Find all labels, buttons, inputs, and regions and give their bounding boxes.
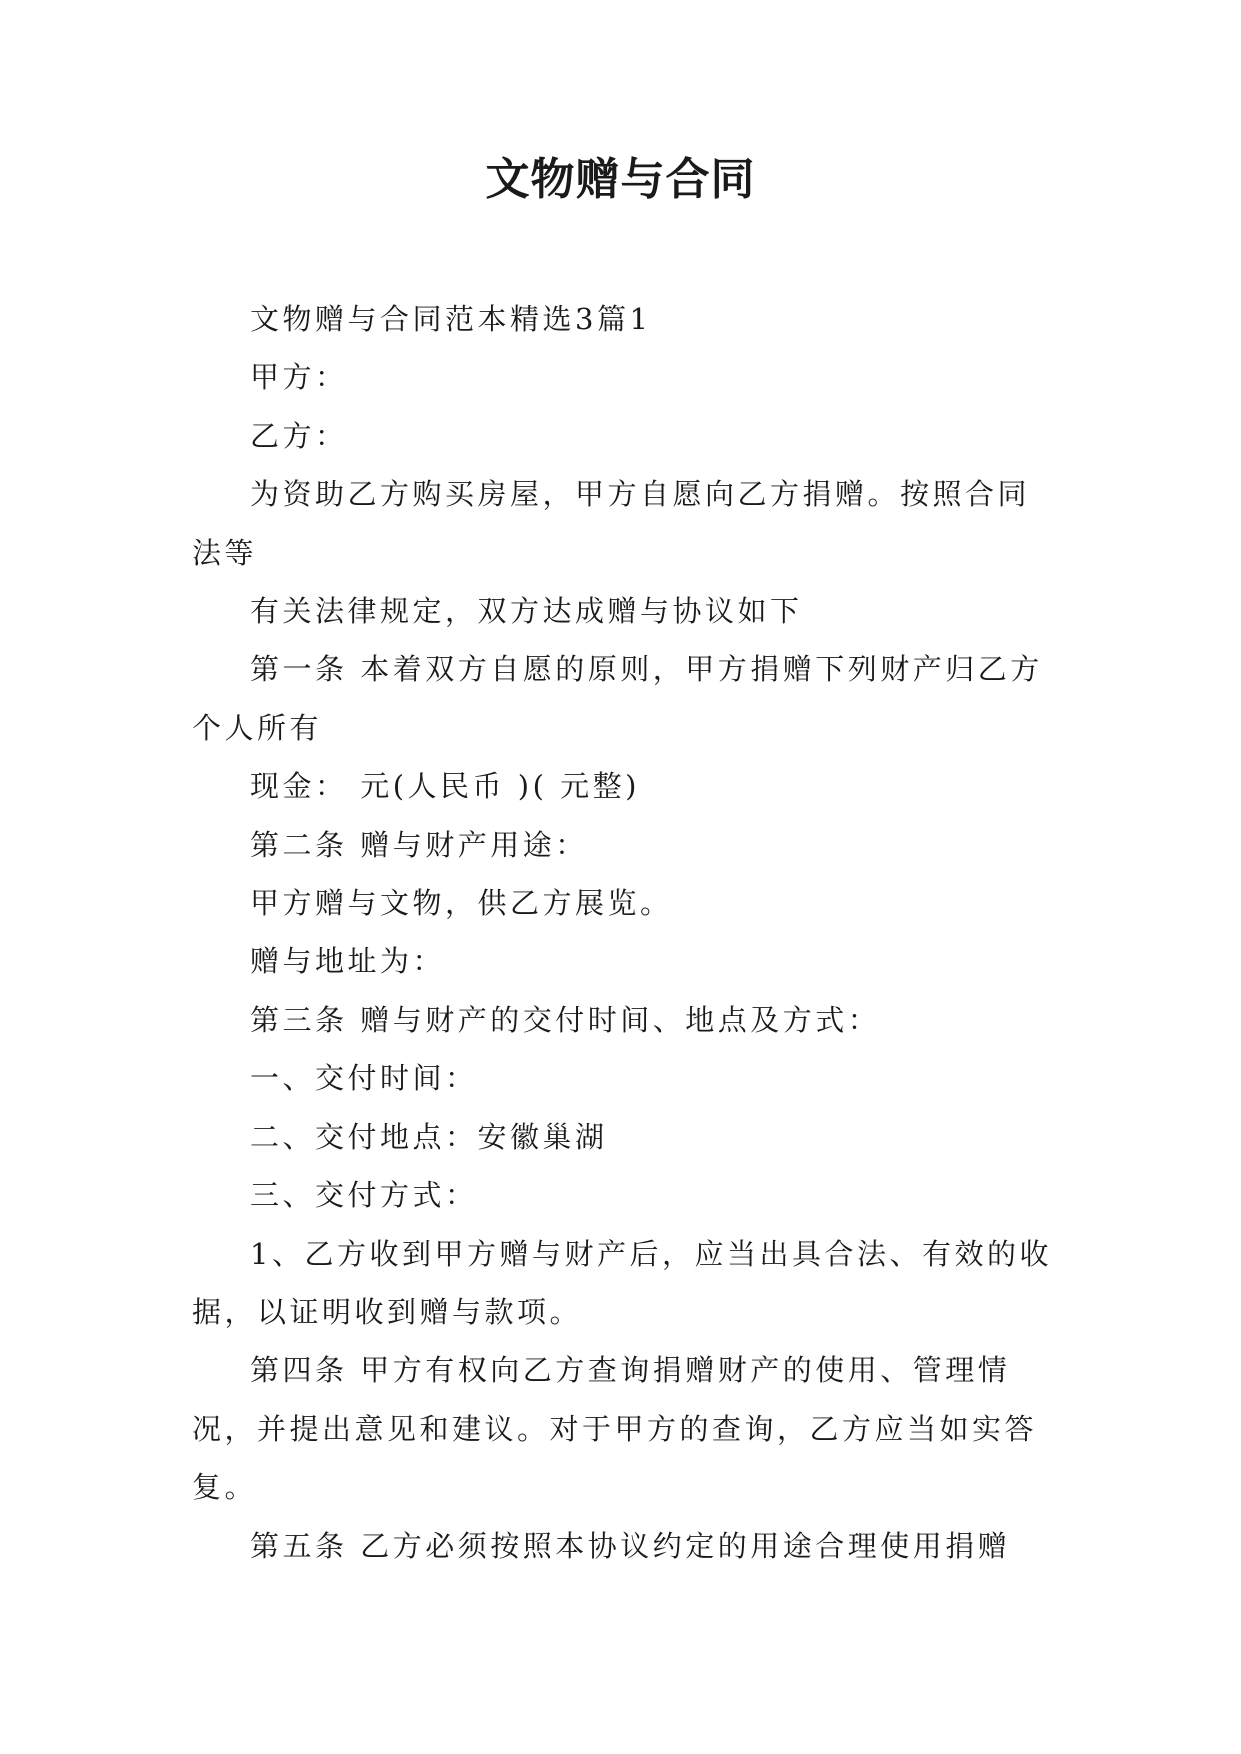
paragraph-article-5: 第五条 乙方必须按照本协议约定的用途合理使用捐赠 xyxy=(250,1528,1011,1563)
paragraph-preamble-cont: 有关法律规定，双方达成赠与协议如下 xyxy=(250,594,803,629)
document-title: 文物赠与合同 xyxy=(485,154,756,205)
paragraph-delivery-method: 三、交付方式： xyxy=(250,1178,478,1213)
paragraph-address: 赠与地址为： xyxy=(250,944,446,979)
paragraph-delivery-time: 一、交付时间： xyxy=(250,1061,478,1096)
paragraph-receipt: 1、乙方收到甲方赠与财产后，应当出具合法、有效的收据，以证明收到赠与款项。 xyxy=(192,1236,1052,1329)
paragraph-article-1: 第一条 本着双方自愿的原则，甲方捐赠下列财产归乙方个人所有 xyxy=(192,652,1043,745)
paragraph-preamble: 为资助乙方购买房屋，甲方自愿向乙方捐赠。按照合同法等 xyxy=(192,477,1031,570)
paragraph-cash: 现金： 元(人民币 )( 元整) xyxy=(250,769,640,804)
paragraph-party-a: 甲方： xyxy=(250,360,348,395)
paragraph-article-2: 第二条 赠与财产用途： xyxy=(250,827,588,862)
paragraph-party-b: 乙方： xyxy=(250,418,348,453)
document-body xyxy=(192,290,1052,1575)
paragraph-article-3: 第三条 赠与财产的交付时间、地点及方式： xyxy=(250,1002,881,1037)
paragraph-subtitle: 文物赠与合同范本精选3篇1 xyxy=(250,302,652,336)
paragraph-purpose: 甲方赠与文物，供乙方展览。 xyxy=(250,886,673,921)
paragraph-article-4: 第四条 甲方有权向乙方查询捐赠财产的使用、管理情况，并提出意见和建议。对于甲方的查询，乙方应当如实答复。 xyxy=(192,1353,1038,1505)
paragraph-delivery-place: 二、交付地点：安徽巢湖 xyxy=(250,1119,608,1154)
